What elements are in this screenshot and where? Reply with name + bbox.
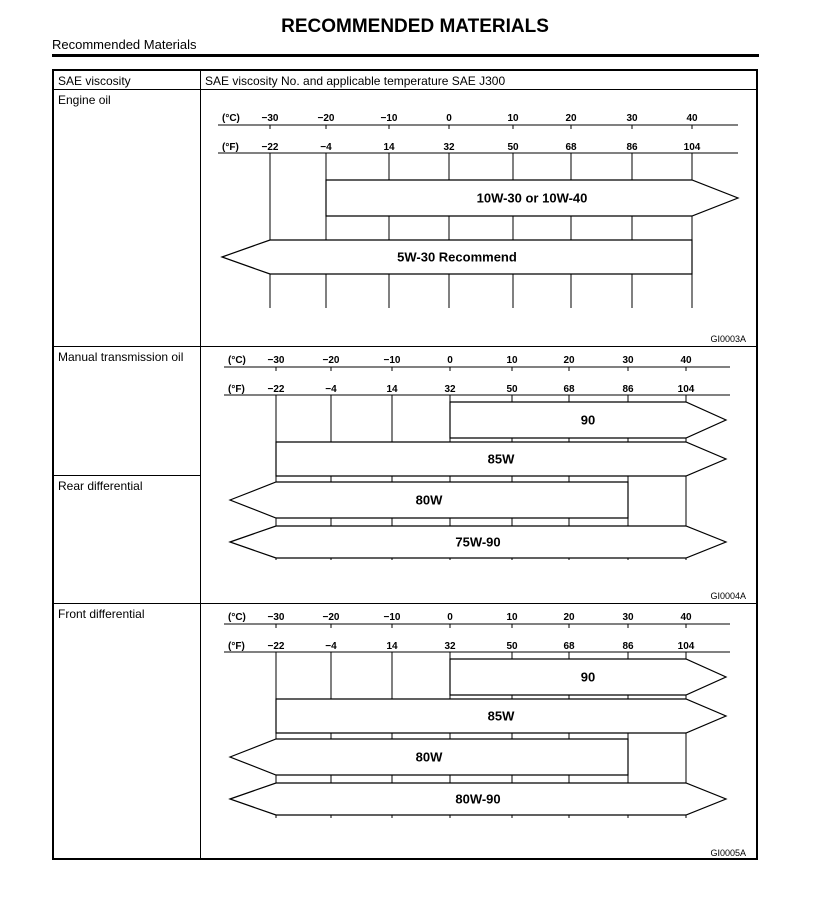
celsius-tick-label: −10: [383, 355, 401, 366]
viscosity-grade-label: 5W-30 Recommend: [397, 249, 517, 265]
fahrenheit-unit-label: (°F): [228, 641, 245, 652]
fahrenheit-tick-label: 104: [683, 142, 701, 153]
fahrenheit-tick-label: 32: [444, 641, 456, 652]
celsius-tick-label: 10: [507, 113, 519, 124]
celsius-unit-label: (°C): [222, 113, 240, 124]
row-label-manual-transmission-oil: Manual transmission oil: [58, 350, 184, 364]
celsius-tick-label: 40: [686, 113, 698, 124]
row-label-engine-oil: Engine oil: [58, 93, 111, 107]
celsius-tick-label: −10: [380, 113, 398, 124]
celsius-tick-label: 30: [622, 612, 634, 623]
fahrenheit-tick-label: 50: [506, 641, 518, 652]
fahrenheit-tick-label: 104: [677, 641, 695, 652]
celsius-tick-label: 30: [626, 113, 638, 124]
fahrenheit-tick-label: 68: [563, 641, 575, 652]
celsius-tick-label: 40: [680, 355, 692, 366]
viscosity-grade-label: 80W-90: [455, 791, 501, 807]
fahrenheit-tick-label: −4: [325, 641, 337, 652]
celsius-tick-label: 20: [563, 355, 575, 366]
viscosity-grade-label: 80W: [415, 492, 443, 508]
fahrenheit-tick-label: 86: [626, 142, 638, 153]
viscosity-grade-label: 80W: [415, 749, 443, 765]
figure-id: GI0005A: [710, 848, 746, 858]
fahrenheit-tick-label: −22: [267, 384, 285, 395]
fahrenheit-tick-label: 32: [443, 142, 455, 153]
fahrenheit-tick-label: 14: [386, 641, 398, 652]
fahrenheit-tick-label: 32: [444, 384, 456, 395]
fahrenheit-tick-label: 14: [386, 384, 398, 395]
celsius-tick-label: 0: [447, 612, 453, 623]
fahrenheit-tick-label: 50: [506, 384, 518, 395]
section-label: Recommended Materials: [52, 37, 197, 52]
viscosity-chart-3: [224, 612, 746, 858]
row-label-rear-differential: Rear differential: [58, 479, 143, 493]
celsius-tick-label: 30: [622, 355, 634, 366]
header-applicable-temperature: SAE viscosity No. and applicable temperature SAE J300: [205, 74, 506, 88]
fahrenheit-tick-label: −22: [267, 641, 285, 652]
celsius-unit-label: (°C): [228, 355, 246, 366]
figure-id: GI0003A: [710, 334, 746, 344]
fahrenheit-tick-label: 68: [565, 142, 577, 153]
viscosity-chart-2: [224, 355, 746, 601]
celsius-tick-label: 20: [563, 612, 575, 623]
fahrenheit-tick-label: 86: [622, 384, 634, 395]
celsius-tick-label: −30: [267, 355, 285, 366]
header-sae-viscosity: SAE viscosity: [58, 74, 131, 88]
celsius-tick-label: 0: [446, 113, 452, 124]
viscosity-grade-label: 75W-90: [455, 534, 501, 550]
viscosity-grade-label: 90: [580, 412, 596, 428]
viscosity-grade-label: 90: [580, 669, 596, 685]
viscosity-grade-label: 85W: [487, 451, 515, 467]
fahrenheit-tick-label: 14: [383, 142, 395, 153]
celsius-tick-label: 40: [680, 612, 692, 623]
fahrenheit-unit-label: (°F): [228, 384, 245, 395]
viscosity-grade-label: 85W: [487, 708, 515, 724]
fahrenheit-tick-label: 68: [563, 384, 575, 395]
viscosity-grade-label: 10W-30 or 10W-40: [476, 190, 588, 206]
figure-id: GI0004A: [710, 591, 746, 601]
fahrenheit-unit-label: (°F): [222, 142, 239, 153]
celsius-tick-label: −20: [322, 355, 340, 366]
celsius-tick-label: −20: [317, 113, 335, 124]
celsius-tick-label: 10: [506, 355, 518, 366]
celsius-tick-label: −10: [383, 612, 401, 623]
celsius-tick-label: 20: [565, 113, 577, 124]
fahrenheit-tick-label: 104: [677, 384, 695, 395]
fahrenheit-tick-label: −4: [325, 384, 337, 395]
celsius-tick-label: 0: [447, 355, 453, 366]
fahrenheit-tick-label: −22: [261, 142, 279, 153]
viscosity-chart-1: [218, 113, 746, 344]
celsius-tick-label: 10: [506, 612, 518, 623]
celsius-tick-label: −30: [267, 612, 285, 623]
row-label-front-differential: Front differential: [58, 607, 145, 621]
fahrenheit-tick-label: 86: [622, 641, 634, 652]
celsius-unit-label: (°C): [228, 612, 246, 623]
celsius-tick-label: −30: [261, 113, 279, 124]
page-title: RECOMMENDED MATERIALS: [281, 16, 549, 37]
fahrenheit-tick-label: −4: [320, 142, 332, 153]
fahrenheit-tick-label: 50: [507, 142, 519, 153]
celsius-tick-label: −20: [322, 612, 340, 623]
